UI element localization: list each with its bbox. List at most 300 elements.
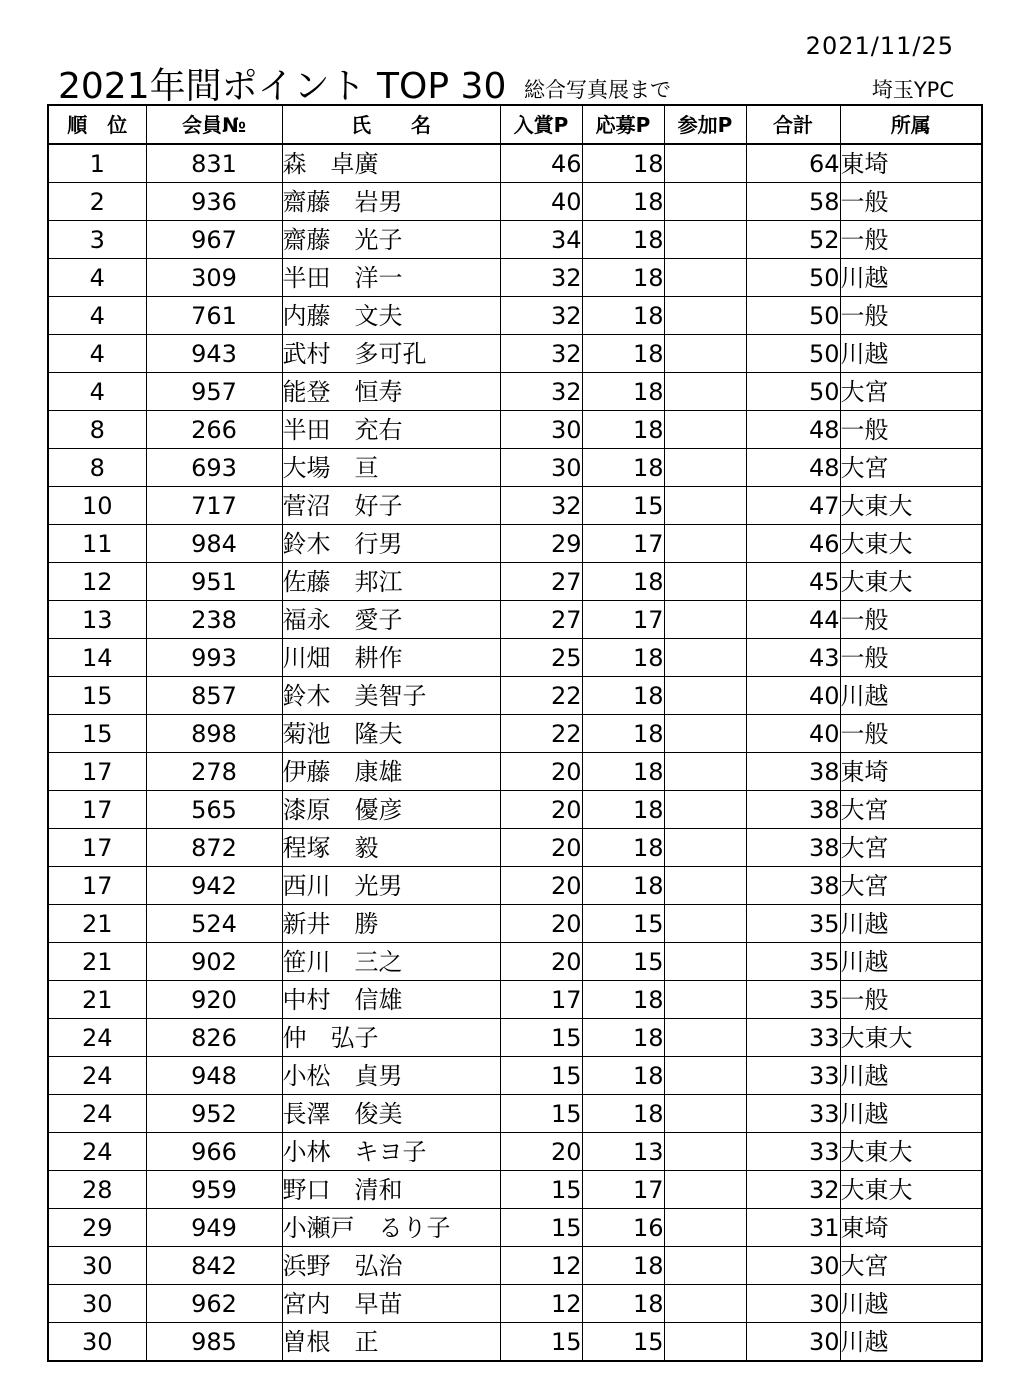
cell-member-no: 942 — [146, 867, 282, 905]
header-row — [48, 105, 982, 144]
cell-rank: 3 — [48, 221, 146, 259]
cell-prize-points: 20 — [500, 943, 582, 981]
cell-affiliation: 川越 — [840, 335, 982, 373]
cell-name: 新井 勝 — [282, 905, 500, 943]
cell-affiliation: 一般 — [840, 183, 982, 221]
cell-entry-points: 15 — [582, 1323, 664, 1362]
cell-member-no: 993 — [146, 639, 282, 677]
cell-entry-points: 18 — [582, 715, 664, 753]
cell-rank: 4 — [48, 335, 146, 373]
cell-participation-points — [664, 1019, 746, 1057]
cell-entry-points: 18 — [582, 1285, 664, 1323]
cell-participation-points — [664, 1095, 746, 1133]
cell-member-no: 857 — [146, 677, 282, 715]
cell-entry-points: 17 — [582, 1171, 664, 1209]
cell-member-no: 936 — [146, 183, 282, 221]
cell-prize-points: 25 — [500, 639, 582, 677]
cell-rank: 8 — [48, 449, 146, 487]
cell-member-no: 920 — [146, 981, 282, 1019]
table-row — [48, 259, 982, 297]
cell-entry-points: 18 — [582, 867, 664, 905]
table-row — [48, 1019, 982, 1057]
cell-member-no: 966 — [146, 1133, 282, 1171]
cell-rank: 24 — [48, 1019, 146, 1057]
cell-name: 笹川 三之 — [282, 943, 500, 981]
table-body — [48, 144, 982, 1361]
cell-entry-points: 18 — [582, 829, 664, 867]
cell-entry-points: 18 — [582, 259, 664, 297]
cell-member-no: 948 — [146, 1057, 282, 1095]
cell-participation-points — [664, 183, 746, 221]
cell-member-no: 278 — [146, 753, 282, 791]
cell-rank: 21 — [48, 981, 146, 1019]
cell-total: 33 — [746, 1133, 840, 1171]
cell-entry-points: 18 — [582, 335, 664, 373]
table-row — [48, 1095, 982, 1133]
table-row — [48, 753, 982, 791]
cell-total: 44 — [746, 601, 840, 639]
cell-entry-points: 18 — [582, 639, 664, 677]
cell-affiliation: 東埼 — [840, 1209, 982, 1247]
table-row — [48, 1285, 982, 1323]
cell-entry-points: 16 — [582, 1209, 664, 1247]
cell-member-no: 967 — [146, 221, 282, 259]
table-row — [48, 981, 982, 1019]
cell-total: 52 — [746, 221, 840, 259]
cell-prize-points: 27 — [500, 601, 582, 639]
cell-affiliation: 一般 — [840, 411, 982, 449]
cell-name: 佐藤 邦江 — [282, 563, 500, 601]
cell-name: 曽根 正 — [282, 1323, 500, 1362]
cell-total: 35 — [746, 905, 840, 943]
cell-member-no: 951 — [146, 563, 282, 601]
cell-total: 50 — [746, 335, 840, 373]
column-header-entry-points: 応募P — [582, 105, 664, 144]
cell-member-no: 957 — [146, 373, 282, 411]
table-row — [48, 1323, 982, 1362]
cell-entry-points: 15 — [582, 487, 664, 525]
cell-member-no: 902 — [146, 943, 282, 981]
table-row — [48, 373, 982, 411]
cell-total: 50 — [746, 297, 840, 335]
cell-total: 31 — [746, 1209, 840, 1247]
table-header — [48, 105, 982, 144]
cell-name: 野口 清和 — [282, 1171, 500, 1209]
table-row — [48, 639, 982, 677]
document-title: 2021年間ポイント TOP 30 — [58, 66, 507, 107]
cell-prize-points: 20 — [500, 867, 582, 905]
table-row — [48, 1171, 982, 1209]
cell-name: 西川 光男 — [282, 867, 500, 905]
cell-participation-points — [664, 677, 746, 715]
cell-affiliation: 一般 — [840, 639, 982, 677]
cell-prize-points: 12 — [500, 1285, 582, 1323]
cell-rank: 21 — [48, 943, 146, 981]
cell-affiliation: 川越 — [840, 1323, 982, 1362]
cell-member-no: 266 — [146, 411, 282, 449]
cell-entry-points: 18 — [582, 1019, 664, 1057]
column-header-participation-points: 参加P — [664, 105, 746, 144]
cell-member-no: 872 — [146, 829, 282, 867]
cell-total: 33 — [746, 1019, 840, 1057]
cell-affiliation: 川越 — [840, 1057, 982, 1095]
cell-total: 32 — [746, 1171, 840, 1209]
cell-prize-points: 40 — [500, 183, 582, 221]
cell-prize-points: 46 — [500, 144, 582, 183]
cell-affiliation: 川越 — [840, 943, 982, 981]
cell-entry-points: 18 — [582, 791, 664, 829]
cell-prize-points: 15 — [500, 1323, 582, 1362]
cell-rank: 12 — [48, 563, 146, 601]
cell-entry-points: 18 — [582, 563, 664, 601]
cell-affiliation: 一般 — [840, 981, 982, 1019]
cell-affiliation: 東埼 — [840, 144, 982, 183]
cell-prize-points: 29 — [500, 525, 582, 563]
cell-affiliation: 川越 — [840, 905, 982, 943]
cell-affiliation: 一般 — [840, 715, 982, 753]
cell-total: 30 — [746, 1323, 840, 1362]
cell-name: 伊藤 康雄 — [282, 753, 500, 791]
cell-member-no: 842 — [146, 1247, 282, 1285]
cell-entry-points: 18 — [582, 1247, 664, 1285]
cell-prize-points: 12 — [500, 1247, 582, 1285]
cell-entry-points: 17 — [582, 601, 664, 639]
cell-total: 46 — [746, 525, 840, 563]
cell-member-no: 952 — [146, 1095, 282, 1133]
cell-total: 38 — [746, 753, 840, 791]
cell-participation-points — [664, 905, 746, 943]
cell-entry-points: 18 — [582, 183, 664, 221]
cell-affiliation: 大宮 — [840, 373, 982, 411]
cell-rank: 15 — [48, 715, 146, 753]
cell-member-no: 761 — [146, 297, 282, 335]
cell-affiliation: 大宮 — [840, 1247, 982, 1285]
cell-prize-points: 32 — [500, 373, 582, 411]
cell-member-no: 985 — [146, 1323, 282, 1362]
cell-prize-points: 15 — [500, 1019, 582, 1057]
cell-entry-points: 18 — [582, 144, 664, 183]
cell-affiliation: 川越 — [840, 1095, 982, 1133]
cell-total: 45 — [746, 563, 840, 601]
cell-participation-points — [664, 1209, 746, 1247]
cell-prize-points: 30 — [500, 411, 582, 449]
cell-rank: 14 — [48, 639, 146, 677]
cell-affiliation: 大東大 — [840, 1133, 982, 1171]
cell-name: 内藤 文夫 — [282, 297, 500, 335]
cell-participation-points — [664, 1171, 746, 1209]
cell-total: 50 — [746, 259, 840, 297]
cell-member-no: 693 — [146, 449, 282, 487]
cell-participation-points — [664, 144, 746, 183]
cell-total: 47 — [746, 487, 840, 525]
cell-entry-points: 13 — [582, 1133, 664, 1171]
cell-member-no: 238 — [146, 601, 282, 639]
cell-name: 半田 充右 — [282, 411, 500, 449]
table-row — [48, 905, 982, 943]
table-row — [48, 1057, 982, 1095]
cell-name: 小林 キヨ子 — [282, 1133, 500, 1171]
cell-rank: 11 — [48, 525, 146, 563]
cell-prize-points: 32 — [500, 335, 582, 373]
cell-name: 長澤 俊美 — [282, 1095, 500, 1133]
table-row — [48, 221, 982, 259]
cell-prize-points: 32 — [500, 487, 582, 525]
cell-participation-points — [664, 1057, 746, 1095]
column-header-affiliation: 所属 — [840, 105, 982, 144]
cell-affiliation: 大東大 — [840, 487, 982, 525]
cell-participation-points — [664, 1133, 746, 1171]
cell-prize-points: 32 — [500, 297, 582, 335]
cell-prize-points: 15 — [500, 1171, 582, 1209]
cell-total: 50 — [746, 373, 840, 411]
cell-rank: 28 — [48, 1171, 146, 1209]
cell-entry-points: 18 — [582, 677, 664, 715]
cell-prize-points: 17 — [500, 981, 582, 1019]
cell-member-no: 524 — [146, 905, 282, 943]
cell-name: 中村 信雄 — [282, 981, 500, 1019]
cell-total: 48 — [746, 411, 840, 449]
cell-participation-points — [664, 1323, 746, 1362]
cell-total: 40 — [746, 677, 840, 715]
cell-prize-points: 20 — [500, 905, 582, 943]
cell-name: 宮内 早苗 — [282, 1285, 500, 1323]
cell-participation-points — [664, 715, 746, 753]
cell-member-no: 898 — [146, 715, 282, 753]
cell-entry-points: 18 — [582, 411, 664, 449]
cell-participation-points — [664, 525, 746, 563]
table-row — [48, 677, 982, 715]
cell-total: 33 — [746, 1095, 840, 1133]
cell-affiliation: 川越 — [840, 677, 982, 715]
cell-name: 鈴木 行男 — [282, 525, 500, 563]
cell-participation-points — [664, 563, 746, 601]
cell-prize-points: 15 — [500, 1057, 582, 1095]
cell-rank: 21 — [48, 905, 146, 943]
cell-name: 半田 洋一 — [282, 259, 500, 297]
cell-affiliation: 大宮 — [840, 867, 982, 905]
cell-prize-points: 34 — [500, 221, 582, 259]
cell-prize-points: 20 — [500, 829, 582, 867]
cell-prize-points: 32 — [500, 259, 582, 297]
cell-name: 福永 愛子 — [282, 601, 500, 639]
cell-total: 43 — [746, 639, 840, 677]
cell-member-no: 949 — [146, 1209, 282, 1247]
cell-participation-points — [664, 981, 746, 1019]
cell-total: 38 — [746, 829, 840, 867]
cell-participation-points — [664, 411, 746, 449]
table-row — [48, 867, 982, 905]
cell-affiliation: 大宮 — [840, 449, 982, 487]
cell-name: 浜野 弘治 — [282, 1247, 500, 1285]
cell-name: 菅沼 好子 — [282, 487, 500, 525]
cell-total: 64 — [746, 144, 840, 183]
cell-rank: 1 — [48, 144, 146, 183]
cell-entry-points: 18 — [582, 297, 664, 335]
table-row — [48, 1209, 982, 1247]
cell-affiliation: 大宮 — [840, 791, 982, 829]
cell-member-no: 565 — [146, 791, 282, 829]
cell-entry-points: 15 — [582, 943, 664, 981]
cell-prize-points: 20 — [500, 753, 582, 791]
cell-participation-points — [664, 259, 746, 297]
cell-rank: 17 — [48, 791, 146, 829]
ranking-table — [47, 104, 983, 1362]
cell-prize-points: 30 — [500, 449, 582, 487]
cell-name: 小松 貞男 — [282, 1057, 500, 1095]
table-row — [48, 183, 982, 221]
cell-prize-points: 27 — [500, 563, 582, 601]
cell-entry-points: 18 — [582, 449, 664, 487]
cell-rank: 30 — [48, 1247, 146, 1285]
cell-participation-points — [664, 639, 746, 677]
column-header-prize-points: 入賞P — [500, 105, 582, 144]
cell-participation-points — [664, 373, 746, 411]
column-header-total: 合計 — [746, 105, 840, 144]
cell-total: 30 — [746, 1247, 840, 1285]
cell-name: 仲 弘子 — [282, 1019, 500, 1057]
table-row — [48, 791, 982, 829]
cell-affiliation: 川越 — [840, 259, 982, 297]
cell-participation-points — [664, 943, 746, 981]
column-header-name: 氏 名 — [282, 105, 500, 144]
cell-rank: 2 — [48, 183, 146, 221]
cell-affiliation: 一般 — [840, 601, 982, 639]
cell-rank: 15 — [48, 677, 146, 715]
cell-total: 35 — [746, 943, 840, 981]
cell-participation-points — [664, 867, 746, 905]
cell-rank: 24 — [48, 1057, 146, 1095]
cell-affiliation: 一般 — [840, 297, 982, 335]
cell-entry-points: 18 — [582, 981, 664, 1019]
cell-entry-points: 17 — [582, 525, 664, 563]
cell-affiliation: 一般 — [840, 221, 982, 259]
table-row — [48, 487, 982, 525]
cell-prize-points: 22 — [500, 677, 582, 715]
cell-participation-points — [664, 335, 746, 373]
cell-prize-points: 20 — [500, 791, 582, 829]
cell-prize-points: 22 — [500, 715, 582, 753]
cell-rank: 17 — [48, 753, 146, 791]
club-name: 埼玉YPC — [871, 78, 954, 102]
cell-name: 鈴木 美智子 — [282, 677, 500, 715]
cell-participation-points — [664, 753, 746, 791]
column-header-rank: 順 位 — [48, 105, 146, 144]
cell-prize-points: 15 — [500, 1209, 582, 1247]
cell-rank: 4 — [48, 297, 146, 335]
cell-member-no: 959 — [146, 1171, 282, 1209]
table-row — [48, 144, 982, 183]
cell-name: 森 卓廣 — [282, 144, 500, 183]
cell-rank: 10 — [48, 487, 146, 525]
cell-rank: 13 — [48, 601, 146, 639]
cell-total: 58 — [746, 183, 840, 221]
cell-name: 程塚 毅 — [282, 829, 500, 867]
cell-total: 40 — [746, 715, 840, 753]
cell-entry-points: 18 — [582, 373, 664, 411]
cell-rank: 4 — [48, 373, 146, 411]
cell-entry-points: 15 — [582, 905, 664, 943]
cell-rank: 17 — [48, 829, 146, 867]
table-row — [48, 1133, 982, 1171]
table-row — [48, 563, 982, 601]
cell-rank: 17 — [48, 867, 146, 905]
cell-affiliation: 大東大 — [840, 1019, 982, 1057]
cell-member-no: 826 — [146, 1019, 282, 1057]
cell-total: 38 — [746, 867, 840, 905]
table-row — [48, 601, 982, 639]
table-row — [48, 829, 982, 867]
cell-total: 38 — [746, 791, 840, 829]
cell-rank: 30 — [48, 1323, 146, 1362]
cell-name: 能登 恒寿 — [282, 373, 500, 411]
cell-participation-points — [664, 221, 746, 259]
document-date: 2021/11/25 — [805, 32, 954, 60]
cell-prize-points: 15 — [500, 1095, 582, 1133]
cell-total: 48 — [746, 449, 840, 487]
cell-name: 菊池 隆夫 — [282, 715, 500, 753]
cell-rank: 24 — [48, 1095, 146, 1133]
cell-affiliation: 大東大 — [840, 525, 982, 563]
cell-name: 小瀬戸 るり子 — [282, 1209, 500, 1247]
cell-rank: 8 — [48, 411, 146, 449]
cell-participation-points — [664, 1247, 746, 1285]
cell-rank: 29 — [48, 1209, 146, 1247]
cell-member-no: 943 — [146, 335, 282, 373]
cell-member-no: 831 — [146, 144, 282, 183]
cell-participation-points — [664, 487, 746, 525]
cell-entry-points: 18 — [582, 221, 664, 259]
cell-participation-points — [664, 449, 746, 487]
cell-member-no: 309 — [146, 259, 282, 297]
cell-participation-points — [664, 601, 746, 639]
cell-name: 大場 亘 — [282, 449, 500, 487]
table-row — [48, 335, 982, 373]
document-subtitle: 総合写真展まで — [524, 78, 671, 102]
cell-rank: 4 — [48, 259, 146, 297]
cell-name: 齋藤 光子 — [282, 221, 500, 259]
table-row — [48, 943, 982, 981]
cell-participation-points — [664, 791, 746, 829]
cell-affiliation: 大宮 — [840, 829, 982, 867]
column-header-member-no: 会員№ — [146, 105, 282, 144]
cell-rank: 24 — [48, 1133, 146, 1171]
cell-total: 33 — [746, 1057, 840, 1095]
cell-name: 川畑 耕作 — [282, 639, 500, 677]
cell-participation-points — [664, 829, 746, 867]
table-row — [48, 525, 982, 563]
table-row — [48, 411, 982, 449]
cell-affiliation: 大東大 — [840, 563, 982, 601]
cell-total: 35 — [746, 981, 840, 1019]
cell-prize-points: 20 — [500, 1133, 582, 1171]
cell-entry-points: 18 — [582, 1095, 664, 1133]
cell-rank: 30 — [48, 1285, 146, 1323]
cell-affiliation: 東埼 — [840, 753, 982, 791]
cell-affiliation: 大東大 — [840, 1171, 982, 1209]
cell-total: 30 — [746, 1285, 840, 1323]
table-row — [48, 297, 982, 335]
cell-member-no: 984 — [146, 525, 282, 563]
cell-participation-points — [664, 1285, 746, 1323]
cell-entry-points: 18 — [582, 753, 664, 791]
table-row — [48, 1247, 982, 1285]
cell-name: 漆原 優彦 — [282, 791, 500, 829]
table-row — [48, 715, 982, 753]
cell-member-no: 717 — [146, 487, 282, 525]
cell-name: 武村 多可孔 — [282, 335, 500, 373]
cell-member-no: 962 — [146, 1285, 282, 1323]
cell-entry-points: 18 — [582, 1057, 664, 1095]
